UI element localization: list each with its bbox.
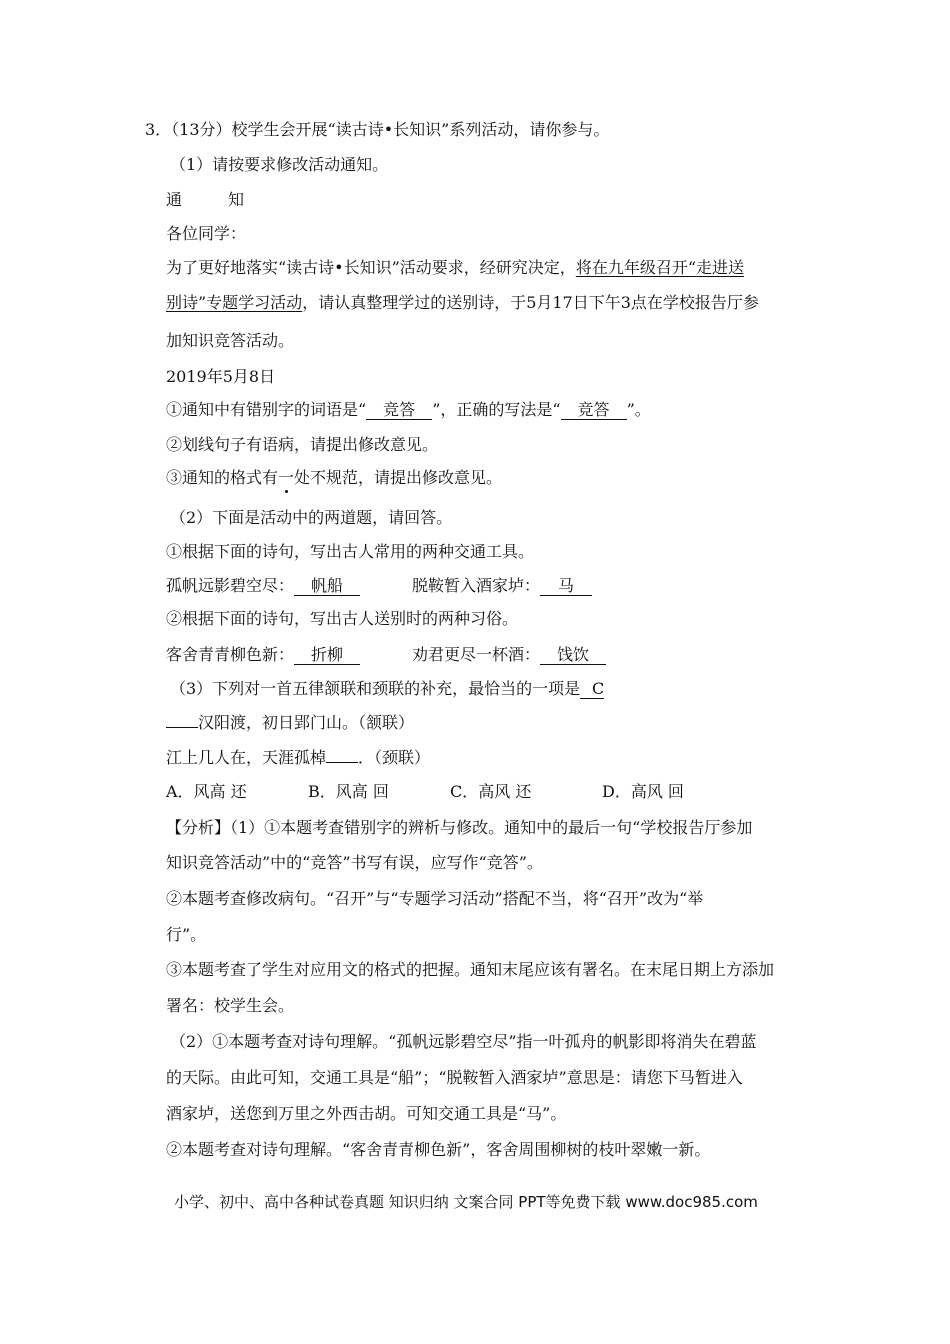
item2-line: ②划线句子有语病，请提出修改意见。 <box>166 435 439 454</box>
analysis-line-10: ②本题考查对诗句理解。“客舍青青柳色新”，客舍周围柳树的枝叶翠嫩一新。 <box>166 1140 711 1159</box>
part2-item1: ①根据下面的诗句，写出古人常用的两种交通工具。 <box>166 542 535 561</box>
notice-date: 2019年5月8日 <box>166 367 276 386</box>
poem4-label: 劝君更尽一杯酒： <box>412 645 541 664</box>
couplet-line-a <box>166 713 414 733</box>
notice-body1-underlined: 将在九年级召开“走进送 <box>575 258 744 277</box>
part3-title-text: （3）下列对一首五律颔联和颈联的补充，最恰当的一项是 <box>170 679 581 698</box>
analysis-line-8: 的天际。由此可知，交通工具是“船”；“脱鞍暂入酒家垆”意思是：请您下马暂进入 <box>166 1068 743 1087</box>
poem2-label: 脱鞍暂入酒家垆： <box>412 576 541 595</box>
part1-title: （1）请按要求修改活动通知。 <box>170 155 389 174</box>
couplet-line-b <box>166 748 430 768</box>
poem-row-2 <box>166 645 606 665</box>
poem3-answer: 折柳 <box>294 646 360 665</box>
poem1-answer: 帆船 <box>294 577 360 596</box>
notice-title <box>166 190 244 210</box>
part3-answer: C <box>580 680 604 699</box>
couplet-b-pre: 江上几人在，天涯孤棹 <box>166 748 327 767</box>
notice-body-line3: 加知识竞答活动。 <box>166 331 295 350</box>
option-d: D．高风 回 <box>602 782 684 801</box>
item1-line <box>166 400 651 420</box>
item1-pre: ①通知中有错别字的词语是“ <box>166 400 367 419</box>
question-header: 3．（13分）校学生会开展“读古诗•长知识”系列活动，请你参与。 <box>145 120 610 139</box>
analysis-line-6: 署名：校学生会。 <box>166 996 295 1015</box>
notice-body1-pre: 为了更好地落实“读古诗•长知识”活动要求，经研究决定， <box>166 258 576 277</box>
page-footer: 小学、初中、高中各种试卷真题 知识归纳 文案合同 PPT等免费下载 www.doc985.com <box>174 1193 758 1211</box>
item3-line <box>166 468 502 488</box>
blank-a <box>166 713 198 728</box>
item1-answer1: 竞答 <box>366 401 432 420</box>
item3-emphasis: 一 <box>278 468 295 487</box>
notice-title-b: 知 <box>228 190 245 209</box>
poem-row-1 <box>166 576 592 596</box>
part2-item2: ②根据下面的诗句，写出古人送别时的两种习俗。 <box>166 609 519 628</box>
notice-body-line1 <box>166 258 744 278</box>
item3-pre: ③通知的格式有 <box>166 468 279 487</box>
item1-mid: ”，正确的写法是“ <box>432 400 561 419</box>
option-a: A．风高 还 <box>166 782 247 801</box>
notice-greeting: 各位同学： <box>166 224 247 243</box>
options-row <box>166 782 684 802</box>
part3-title <box>170 679 604 699</box>
analysis-line-9: 酒家垆，送您到万里之外西击胡。可知交通工具是“马”。 <box>166 1104 567 1123</box>
poem4-answer: 饯饮 <box>540 646 606 665</box>
analysis-line-2: 知识竞答活动”中的“竞答”书写有误，应写作“竞答”。 <box>166 853 543 872</box>
analysis-line-3: ②本题考查修改病句。“召开”与“专题学习活动”搭配不当，将“召开”改为“举 <box>166 889 704 908</box>
notice-body2-underlined: 别诗”专题学习活动 <box>166 293 303 312</box>
analysis-line-5: ③本题考查了学生对应用文的格式的把握。通知末尾应该有署名。在末尾日期上方添加 <box>166 960 775 979</box>
analysis-line-4: 行”。 <box>166 925 207 944</box>
poem1-label: 孤帆远影碧空尽： <box>166 576 295 595</box>
poem2-answer: 马 <box>540 577 592 596</box>
notice-body2-post: ，请认真整理学过的送别诗，于5月17日下午3点在学校报告厅参 <box>302 293 759 312</box>
couplet-b-post: ．（颈联） <box>358 748 431 767</box>
blank-b <box>326 748 358 763</box>
notice-title-a: 通 <box>166 190 183 209</box>
analysis-line-7: （2）①本题考查对诗句理解。“孤帆远影碧空尽”指一叶孤舟的帆影即将消失在碧蓝 <box>170 1032 757 1051</box>
option-c: C．高风 还 <box>450 782 532 801</box>
poem3-label: 客舍青青柳色新： <box>166 645 295 664</box>
item3-post: 处不规范，请提出修改意见。 <box>294 468 503 487</box>
analysis-line-1: 【分析】（1）①本题考查错别字的辨析与修改。通知中的最后一句“学校报告厅参加 <box>166 818 753 837</box>
option-b: B．风高 回 <box>308 782 389 801</box>
part2-title: （2）下面是活动中的两道题，请回答。 <box>170 508 453 527</box>
couplet-a-text: 汉阳渡，初日郢门山。（颔联） <box>198 713 415 732</box>
item1-answer2: 竞答 <box>561 401 627 420</box>
item1-post: ”。 <box>626 400 651 419</box>
notice-body-line2 <box>166 293 759 313</box>
